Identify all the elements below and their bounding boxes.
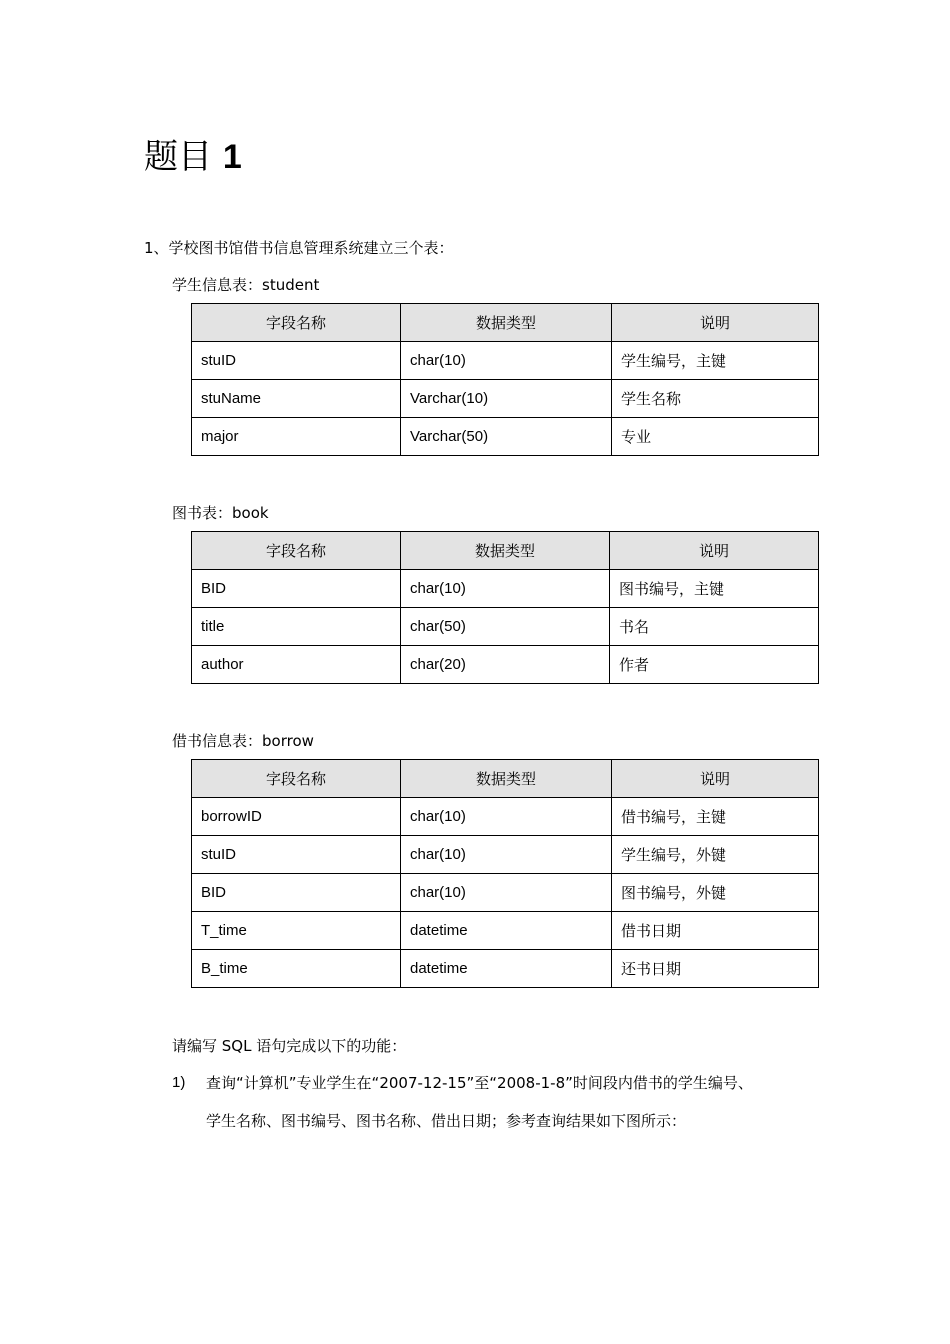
table-row xyxy=(192,646,819,684)
column-header: 说明 xyxy=(610,532,819,570)
table-cell: datetime xyxy=(401,912,612,950)
column-header: 说明 xyxy=(612,760,819,798)
table-cell: BID xyxy=(192,874,401,912)
table-row xyxy=(192,570,819,608)
table-cell: title xyxy=(192,608,401,646)
table-cell: 专业 xyxy=(612,418,819,456)
table-cell: char(50) xyxy=(401,608,610,646)
table-cell: 图书编号，外键 xyxy=(612,874,819,912)
table-cell: char(20) xyxy=(401,646,610,684)
instruction-text: 请编写 SQL 语句完成以下的功能： xyxy=(172,1037,407,1055)
page-title-text: 题目 xyxy=(144,137,212,177)
table-cell: char(10) xyxy=(401,798,612,836)
table-row xyxy=(192,418,819,456)
table-row xyxy=(192,608,819,646)
table-cell: 借书日期 xyxy=(612,912,819,950)
table-cell: T_time xyxy=(192,912,401,950)
table-cell: stuName xyxy=(192,380,401,418)
student-table xyxy=(191,303,819,456)
table-caption-book: 图书表：book xyxy=(172,504,269,522)
page-title xyxy=(144,134,242,180)
table-header-row xyxy=(192,760,819,798)
table-caption-student: 学生信息表：student xyxy=(172,276,320,294)
column-header: 数据类型 xyxy=(401,304,612,342)
table-cell: B_time xyxy=(192,950,401,988)
table-row xyxy=(192,798,819,836)
question-text-line1: 查询“计算机”专业学生在“2007-12-15”至“2008-1-8”时间段内借书的学生编号、 xyxy=(206,1074,753,1092)
page-title-number: 1 xyxy=(222,138,242,176)
column-header: 说明 xyxy=(612,304,819,342)
table-cell: 还书日期 xyxy=(612,950,819,988)
book-table xyxy=(191,531,819,684)
table-cell: char(10) xyxy=(401,836,612,874)
table-row xyxy=(192,912,819,950)
table-row xyxy=(192,380,819,418)
column-header: 字段名称 xyxy=(192,532,401,570)
column-header: 数据类型 xyxy=(401,760,612,798)
table-cell: 学生编号，外键 xyxy=(612,836,819,874)
intro-text: 1、学校图书馆借书信息管理系统建立三个表： xyxy=(144,239,454,257)
table-cell: author xyxy=(192,646,401,684)
question-text-line2: 学生名称、图书编号、图书名称、借出日期；参考查询结果如下图所示： xyxy=(206,1112,687,1130)
table-row xyxy=(192,836,819,874)
table-cell: BID xyxy=(192,570,401,608)
table-cell: major xyxy=(192,418,401,456)
table-cell: 图书编号，主键 xyxy=(610,570,819,608)
table-header-row xyxy=(192,304,819,342)
question-number: 1) xyxy=(172,1074,186,1091)
table-cell: char(10) xyxy=(401,570,610,608)
column-header: 字段名称 xyxy=(192,304,401,342)
table-cell: 借书编号，主键 xyxy=(612,798,819,836)
borrow-table xyxy=(191,759,819,988)
table-cell: datetime xyxy=(401,950,612,988)
column-header: 数据类型 xyxy=(401,532,610,570)
table-cell: Varchar(50) xyxy=(401,418,612,456)
table-cell: char(10) xyxy=(401,342,612,380)
table-header-row xyxy=(192,532,819,570)
table-row xyxy=(192,874,819,912)
table-cell: stuID xyxy=(192,342,401,380)
table-cell: stuID xyxy=(192,836,401,874)
table-row xyxy=(192,950,819,988)
table-cell: 学生编号，主键 xyxy=(612,342,819,380)
table-row xyxy=(192,342,819,380)
table-cell: Varchar(10) xyxy=(401,380,612,418)
table-cell: 书名 xyxy=(610,608,819,646)
table-cell: char(10) xyxy=(401,874,612,912)
column-header: 字段名称 xyxy=(192,760,401,798)
table-cell: 作者 xyxy=(610,646,819,684)
table-cell: borrowID xyxy=(192,798,401,836)
table-caption-borrow: 借书信息表：borrow xyxy=(172,732,314,750)
table-cell: 学生名称 xyxy=(612,380,819,418)
